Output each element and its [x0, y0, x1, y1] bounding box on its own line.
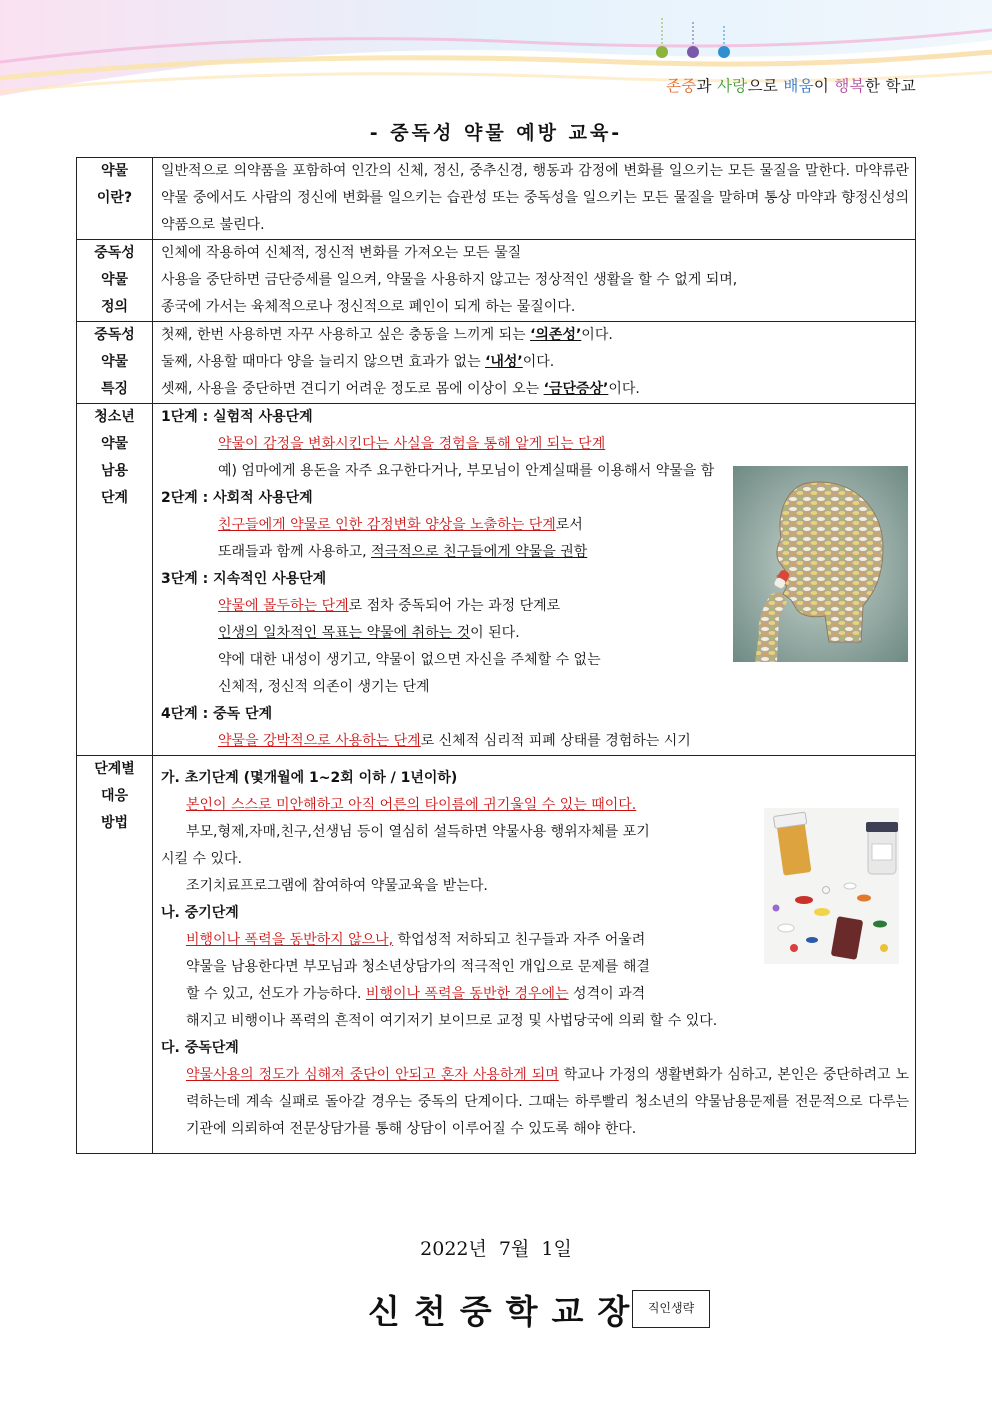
label-line: 대응 [100, 788, 129, 804]
label-line: 약물 [100, 272, 129, 288]
label-line: 단계별 [94, 761, 135, 777]
trait-keyword: ‘의존성’ [530, 327, 582, 343]
text-line: 예) 엄마에게 용돈을 자주 요구한다거나, 부모님이 안계실때를 이용해서 약물을 함 [218, 463, 715, 479]
pill-head-illustration [733, 466, 908, 662]
text: 이다. [581, 327, 613, 343]
label-line: 특징 [100, 381, 129, 397]
text-line: 조기치료프로그램에 참여하여 약물교육을 받는다. [186, 878, 488, 894]
highlight-text: 약물사용의 정도가 심해져 중단이 안되고 혼자 사용하게 되며 [186, 1067, 559, 1083]
row-label [77, 756, 153, 1154]
text: 이다. [608, 381, 640, 397]
motto-part: 사랑 [717, 77, 748, 95]
trait-withdrawal [161, 376, 909, 403]
trait-dependence [161, 322, 909, 349]
stage-heading: 4단계 : 중독 단계 [161, 706, 273, 722]
school-motto [666, 74, 916, 96]
underlined-text: 인생의 일차적인 목표는 약물에 취하는 것 [218, 625, 471, 641]
trait-keyword: ‘금단증상’ [543, 381, 609, 397]
text-line: 해지고 비행이나 폭력의 흔적이 여기저기 보이므로 교정 및 사법당국에 의뢰 할 수 있다. [186, 1013, 718, 1029]
label-line: 청소년 [94, 409, 135, 425]
text: 로 점차 중독되어 가는 과정 단계로 [348, 598, 561, 614]
pill-bottles-illustration [764, 808, 899, 964]
highlight-text: 비행이나 폭력을 동반하지 않으나, [186, 932, 394, 948]
label-line: 정의 [100, 299, 129, 315]
row-label [77, 158, 153, 240]
stage-heading: 가. 초기단계 (몇개월에 1~2회 이하 / 1년이하) [161, 770, 458, 786]
text: 학업성적 저하되고 친구들과 자주 어울려 [393, 932, 646, 948]
text: 학교나 가정의 생활변화가 심하고, 본인은 중단하려고 노력하는데 계속 실패로 돌아갈 경우는 중독의 단계이다. 그때는 하루빨리 청소년의 약물남용문제를 전문적으로 다루는 기관에 의뢰하여 전문상담가를 통해 상담이 이루어질 수 있도록 해야 한다. [186, 1067, 909, 1137]
text: 또래들과 함께 사용하고, [218, 544, 372, 560]
label-line: 중독성 [94, 245, 135, 261]
label-line: 약물 [100, 436, 129, 452]
decoration-dots-icon [650, 18, 740, 62]
highlight-text: 비행이나 폭력을 동반한 경우에는 [365, 986, 569, 1002]
row-label [77, 404, 153, 756]
motto-part: 으로 [747, 77, 784, 95]
underlined-text: 적극적으로 친구들에게 약물을 권함 [371, 544, 588, 560]
text-line [161, 728, 909, 755]
stage-heading: 1단계 : 실험적 사용단계 [161, 409, 313, 425]
highlight-text: 약물이 감정을 변화시킨다는 사실을 경험을 통해 알게 되는 단계 [218, 436, 606, 452]
text: 셋째, 사용을 중단하면 견디기 어려운 정도로 몸에 이상이 오는 [161, 381, 544, 397]
highlight-text: 친구들에게 약물로 인한 감정변화 양상을 노출하는 단계 [218, 517, 556, 533]
text: 로서 [555, 517, 583, 533]
text: 첫째, 한번 사용하면 자꾸 사용하고 싶은 충동을 느끼게 되는 [161, 327, 531, 343]
text-line: 종국에 가서는 육체적으로나 정신적으로 폐인이 되게 하는 물질이다. [161, 299, 576, 315]
text-line: 약물을 남용한다면 부모님과 청소년상담가의 적극적인 개입으로 문제를 해결 [186, 959, 650, 975]
stage-heading: 다. 중독단계 [161, 1040, 239, 1056]
seal-omitted-box: 직인생략 [632, 1290, 710, 1328]
addictive-definition-text [153, 240, 916, 322]
row-label [77, 240, 153, 322]
highlight-text: 약물을 강박적으로 사용하는 단계 [218, 733, 421, 749]
stage-heading: 나. 중기단계 [161, 905, 239, 921]
text-line: 시킬 수 있다. [161, 851, 242, 867]
label-line: 약물 [100, 163, 129, 179]
label-line: 방법 [100, 815, 129, 831]
motto-part: 과 [696, 77, 718, 95]
text-line [161, 431, 909, 458]
motto-part: 한 학교 [864, 77, 916, 95]
text-line: 인체에 작용하여 신체적, 정신적 변화를 가져오는 모든 물질 [161, 245, 522, 261]
definition-text: 일반적으로 의약품을 포함하여 인간의 신체, 정신, 중추신경, 행동과 감정에 변화를 일으키는 모든 물질을 말한다. 마약류란 약물 중에서도 사람의 정신에 변화를 일으키는 습관성 또는 중독성을 일으키는 모든 물질을 말하며 통상 마약과 향정신성의약품으로 불린다. [153, 158, 916, 240]
row-definition [77, 158, 916, 240]
text: 둘째, 사용할 때마다 양을 늘리지 않으면 효과가 없는 [161, 354, 486, 370]
label-line: 약물 [100, 354, 129, 370]
label-line: 단계 [100, 490, 129, 506]
motto-part: 존중 [665, 77, 697, 95]
row-addictive-definition [77, 240, 916, 322]
stage-heading: 3단계 : 지속적인 사용단계 [161, 571, 327, 587]
label-line: 남용 [100, 463, 129, 479]
row-traits [77, 322, 916, 404]
text-paragraph [161, 1062, 909, 1143]
text-line [161, 981, 909, 1008]
document-date: 2022년 7월 1일 [420, 1238, 572, 1260]
text-line: 부모,형제,자매,친구,선생님 등이 열심히 설득하면 약물사용 행위자체를 포기 [186, 824, 650, 840]
motto-part: 행복 [834, 77, 865, 95]
text: 로 신체적 심리적 피폐 상태를 경험하는 시기 [420, 733, 691, 749]
text: 이 된다. [470, 625, 520, 641]
text: 이다. [522, 354, 555, 370]
traits-text [153, 322, 916, 404]
row-label [77, 322, 153, 404]
highlight-text: 약물에 몰두하는 단계 [218, 598, 349, 614]
text: 할 수 있고, 선도가 가능하다. [186, 986, 366, 1002]
label-line: 중독성 [94, 327, 135, 343]
stage-heading: 2단계 : 사회적 사용단계 [161, 490, 313, 506]
trait-keyword: ‘내성’ [485, 354, 523, 370]
trait-tolerance [161, 349, 909, 376]
text-line: 약에 대한 내성이 생기고, 약물이 없으면 자신을 주체할 수 없는 [218, 652, 601, 668]
principal-signature: 신천중학교장 [368, 1292, 644, 1331]
text-line: 사용을 중단하면 금단증세를 일으켜, 약물을 사용하지 않고는 정상적인 생활을 할 수 없게 되며, [161, 272, 738, 288]
text: 성격이 과격 [568, 986, 646, 1002]
document-title: - 중독성 약물 예방 교육- [369, 122, 623, 144]
text-line: 신체적, 정신적 의존이 생기는 단계 [218, 679, 430, 695]
label-line: 이란? [96, 190, 133, 206]
motto-part: 이 [813, 77, 835, 95]
highlight-text: 본인이 스스로 미안해하고 아직 어른의 타이름에 귀기울일 수 있는 때이다. [186, 797, 637, 813]
motto-part: 배움 [783, 77, 814, 95]
